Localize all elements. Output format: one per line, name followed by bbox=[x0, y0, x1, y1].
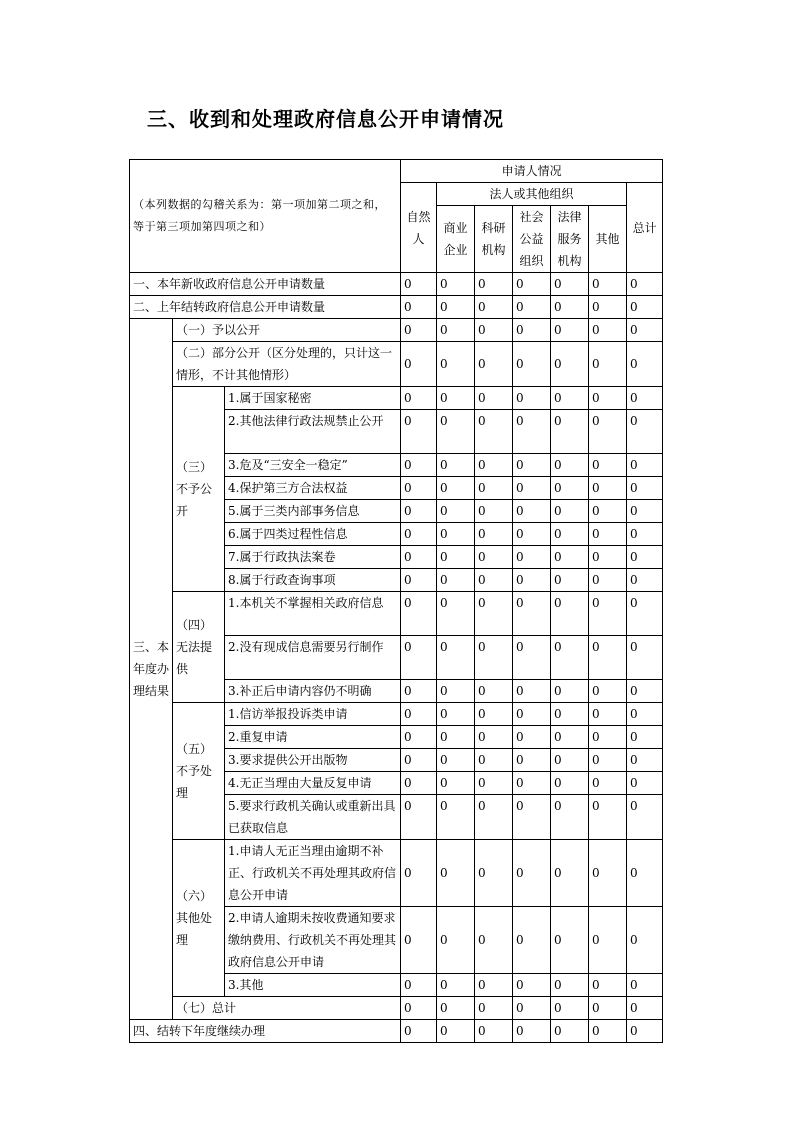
value-cell: 0 bbox=[475, 569, 513, 592]
value-cell: 0 bbox=[627, 726, 663, 749]
value-cell: 0 bbox=[513, 772, 551, 795]
group-label-results: 三、本年度办理结果 bbox=[130, 319, 173, 1020]
value-cell: 0 bbox=[401, 636, 437, 680]
value-cell: 0 bbox=[513, 410, 551, 454]
value-cell: 0 bbox=[437, 772, 475, 795]
value-cell: 0 bbox=[513, 592, 551, 636]
value-cell: 0 bbox=[475, 387, 513, 410]
value-cell: 0 bbox=[589, 523, 627, 546]
value-cell: 0 bbox=[475, 342, 513, 387]
row-label-not-disclosed: 3.危及“三安全一稳定” bbox=[225, 454, 401, 477]
value-cell: 0 bbox=[627, 680, 663, 703]
value-cell: 0 bbox=[551, 840, 589, 907]
value-cell: 0 bbox=[513, 749, 551, 772]
value-cell: 0 bbox=[589, 319, 627, 342]
value-cell: 0 bbox=[401, 319, 437, 342]
value-cell: 0 bbox=[551, 772, 589, 795]
row-label-not-disclosed: 5.属于三类内部事务信息 bbox=[225, 500, 401, 523]
value-cell: 0 bbox=[627, 997, 663, 1020]
row-label-new-requests: 一、本年新收政府信息公开申请数量 bbox=[130, 273, 401, 296]
value-cell: 0 bbox=[589, 795, 627, 840]
value-cell: 0 bbox=[627, 387, 663, 410]
value-cell: 0 bbox=[401, 342, 437, 387]
value-cell: 0 bbox=[589, 546, 627, 569]
value-cell: 0 bbox=[589, 680, 627, 703]
row-label-not-processed: 2.重复申请 bbox=[225, 726, 401, 749]
value-cell: 0 bbox=[627, 273, 663, 296]
value-cell: 0 bbox=[589, 772, 627, 795]
value-cell: 0 bbox=[401, 680, 437, 703]
value-cell: 0 bbox=[589, 907, 627, 974]
table-row bbox=[130, 296, 663, 319]
row-label-not-disclosed: 2.其他法律行政法规禁止公开 bbox=[225, 410, 401, 454]
value-cell: 0 bbox=[589, 1020, 627, 1043]
value-cell: 0 bbox=[513, 342, 551, 387]
value-cell: 0 bbox=[401, 772, 437, 795]
row-label-unable-provide: 1.本机关不掌握相关政府信息 bbox=[225, 592, 401, 636]
value-cell: 0 bbox=[475, 772, 513, 795]
row-label-unable-provide: 3.补正后申请内容仍不明确 bbox=[225, 680, 401, 703]
value-cell: 0 bbox=[551, 387, 589, 410]
value-cell: 0 bbox=[627, 523, 663, 546]
value-cell: 0 bbox=[475, 840, 513, 907]
value-cell: 0 bbox=[589, 997, 627, 1020]
table-row bbox=[130, 592, 663, 636]
value-cell: 0 bbox=[513, 907, 551, 974]
value-cell: 0 bbox=[475, 636, 513, 680]
value-cell: 0 bbox=[475, 500, 513, 523]
value-cell: 0 bbox=[551, 410, 589, 454]
value-cell: 0 bbox=[513, 680, 551, 703]
value-cell: 0 bbox=[437, 477, 475, 500]
value-cell: 0 bbox=[475, 296, 513, 319]
value-cell: 0 bbox=[551, 749, 589, 772]
row-label-subtotal: （七）总计 bbox=[173, 997, 401, 1020]
header-applicant: 申请人情况 bbox=[401, 160, 663, 183]
value-cell: 0 bbox=[437, 500, 475, 523]
value-cell: 0 bbox=[513, 1020, 551, 1043]
value-cell: 0 bbox=[475, 546, 513, 569]
value-cell: 0 bbox=[627, 500, 663, 523]
value-cell: 0 bbox=[513, 477, 551, 500]
value-cell: 0 bbox=[475, 726, 513, 749]
value-cell: 0 bbox=[589, 636, 627, 680]
value-cell: 0 bbox=[589, 726, 627, 749]
value-cell: 0 bbox=[437, 907, 475, 974]
value-cell: 0 bbox=[513, 454, 551, 477]
table-row bbox=[130, 387, 663, 410]
group-label-other-processing: （六）其他处理 bbox=[173, 840, 225, 997]
value-cell: 0 bbox=[627, 342, 663, 387]
header-total: 总计 bbox=[627, 183, 663, 273]
value-cell: 0 bbox=[437, 387, 475, 410]
value-cell: 0 bbox=[551, 795, 589, 840]
table-row bbox=[130, 703, 663, 726]
value-cell: 0 bbox=[627, 772, 663, 795]
group-label-unable-provide: （四）无法提供 bbox=[173, 592, 225, 703]
value-cell: 0 bbox=[475, 749, 513, 772]
value-cell: 0 bbox=[475, 680, 513, 703]
value-cell: 0 bbox=[513, 387, 551, 410]
value-cell: 0 bbox=[513, 500, 551, 523]
value-cell: 0 bbox=[513, 726, 551, 749]
value-cell: 0 bbox=[627, 907, 663, 974]
value-cell: 0 bbox=[627, 454, 663, 477]
value-cell: 0 bbox=[513, 523, 551, 546]
value-cell: 0 bbox=[401, 454, 437, 477]
value-cell: 0 bbox=[401, 410, 437, 454]
value-cell: 0 bbox=[513, 319, 551, 342]
value-cell: 0 bbox=[513, 974, 551, 997]
value-cell: 0 bbox=[437, 795, 475, 840]
row-label-not-disclosed: 8.属于行政查询事项 bbox=[225, 569, 401, 592]
table-row bbox=[130, 840, 663, 907]
row-label-not-processed: 3.要求提供公开出版物 bbox=[225, 749, 401, 772]
row-label-not-disclosed: 4.保护第三方合法权益 bbox=[225, 477, 401, 500]
value-cell: 0 bbox=[627, 410, 663, 454]
value-cell: 0 bbox=[437, 840, 475, 907]
value-cell: 0 bbox=[437, 273, 475, 296]
value-cell: 0 bbox=[437, 636, 475, 680]
value-cell: 0 bbox=[513, 997, 551, 1020]
value-cell: 0 bbox=[551, 1020, 589, 1043]
value-cell: 0 bbox=[401, 546, 437, 569]
value-cell: 0 bbox=[551, 680, 589, 703]
value-cell: 0 bbox=[401, 387, 437, 410]
value-cell: 0 bbox=[437, 410, 475, 454]
value-cell: 0 bbox=[401, 296, 437, 319]
value-cell: 0 bbox=[513, 296, 551, 319]
value-cell: 0 bbox=[627, 546, 663, 569]
header-social: 社会公益组织 bbox=[513, 206, 551, 273]
value-cell: 0 bbox=[589, 840, 627, 907]
value-cell: 0 bbox=[401, 500, 437, 523]
value-cell: 0 bbox=[589, 703, 627, 726]
value-cell: 0 bbox=[401, 273, 437, 296]
row-label-not-processed: 5.要求行政机关确认或重新出具已获取信息 bbox=[225, 795, 401, 840]
value-cell: 0 bbox=[401, 477, 437, 500]
header-research: 科研机构 bbox=[475, 206, 513, 273]
value-cell: 0 bbox=[589, 974, 627, 997]
value-cell: 0 bbox=[475, 1020, 513, 1043]
value-cell: 0 bbox=[475, 907, 513, 974]
value-cell: 0 bbox=[475, 795, 513, 840]
value-cell: 0 bbox=[627, 477, 663, 500]
value-cell: 0 bbox=[437, 703, 475, 726]
value-cell: 0 bbox=[551, 997, 589, 1020]
table-row bbox=[130, 1020, 663, 1043]
statistics-table bbox=[129, 159, 663, 1043]
page-title: 三、收到和处理政府信息公开申请情况 bbox=[147, 107, 504, 131]
value-cell: 0 bbox=[589, 569, 627, 592]
value-cell: 0 bbox=[627, 1020, 663, 1043]
header-business: 商业企业 bbox=[437, 206, 475, 273]
value-cell: 0 bbox=[437, 319, 475, 342]
value-cell: 0 bbox=[551, 636, 589, 680]
header-natural-person: 自然人 bbox=[401, 183, 437, 273]
table-row bbox=[130, 319, 663, 342]
value-cell: 0 bbox=[437, 726, 475, 749]
value-cell: 0 bbox=[437, 546, 475, 569]
value-cell: 0 bbox=[437, 523, 475, 546]
value-cell: 0 bbox=[475, 273, 513, 296]
value-cell: 0 bbox=[513, 636, 551, 680]
value-cell: 0 bbox=[551, 703, 589, 726]
header-note: （本列数据的勾稽关系为：第一项加第二项之和，等于第三项加第四项之和） bbox=[130, 160, 401, 273]
row-label-disclosed: （一）予以公开 bbox=[173, 319, 401, 342]
row-label-not-disclosed: 7.属于行政执法案卷 bbox=[225, 546, 401, 569]
value-cell: 0 bbox=[401, 795, 437, 840]
value-cell: 0 bbox=[627, 795, 663, 840]
value-cell: 0 bbox=[475, 703, 513, 726]
value-cell: 0 bbox=[437, 749, 475, 772]
value-cell: 0 bbox=[401, 523, 437, 546]
value-cell: 0 bbox=[627, 569, 663, 592]
value-cell: 0 bbox=[589, 454, 627, 477]
value-cell: 0 bbox=[551, 454, 589, 477]
value-cell: 0 bbox=[475, 319, 513, 342]
value-cell: 0 bbox=[589, 477, 627, 500]
value-cell: 0 bbox=[551, 592, 589, 636]
value-cell: 0 bbox=[437, 974, 475, 997]
value-cell: 0 bbox=[513, 795, 551, 840]
value-cell: 0 bbox=[513, 703, 551, 726]
value-cell: 0 bbox=[437, 342, 475, 387]
value-cell: 0 bbox=[627, 974, 663, 997]
row-label-unable-provide: 2.没有现成信息需要另行制作 bbox=[225, 636, 401, 680]
value-cell: 0 bbox=[401, 1020, 437, 1043]
value-cell: 0 bbox=[401, 907, 437, 974]
value-cell: 0 bbox=[589, 592, 627, 636]
value-cell: 0 bbox=[401, 749, 437, 772]
value-cell: 0 bbox=[401, 997, 437, 1020]
value-cell: 0 bbox=[475, 477, 513, 500]
value-cell: 0 bbox=[551, 296, 589, 319]
value-cell: 0 bbox=[589, 342, 627, 387]
value-cell: 0 bbox=[475, 997, 513, 1020]
value-cell: 0 bbox=[589, 410, 627, 454]
value-cell: 0 bbox=[551, 477, 589, 500]
value-cell: 0 bbox=[401, 726, 437, 749]
value-cell: 0 bbox=[627, 296, 663, 319]
table-row bbox=[130, 342, 663, 387]
value-cell: 0 bbox=[437, 569, 475, 592]
value-cell: 0 bbox=[475, 592, 513, 636]
value-cell: 0 bbox=[475, 523, 513, 546]
value-cell: 0 bbox=[627, 592, 663, 636]
row-label-not-processed: 4.无正当理由大量反复申请 bbox=[225, 772, 401, 795]
value-cell: 0 bbox=[401, 840, 437, 907]
value-cell: 0 bbox=[627, 840, 663, 907]
value-cell: 0 bbox=[551, 546, 589, 569]
row-label-not-disclosed: 6.属于四类过程性信息 bbox=[225, 523, 401, 546]
value-cell: 0 bbox=[627, 749, 663, 772]
value-cell: 0 bbox=[551, 319, 589, 342]
table-row bbox=[130, 997, 663, 1020]
value-cell: 0 bbox=[551, 273, 589, 296]
value-cell: 0 bbox=[551, 342, 589, 387]
row-label-other-processing: 2.申请人逾期未按收费通知要求缴纳费用、行政机关不再处理其政府信息公开申请 bbox=[225, 907, 401, 974]
value-cell: 0 bbox=[513, 840, 551, 907]
value-cell: 0 bbox=[513, 546, 551, 569]
value-cell: 0 bbox=[513, 569, 551, 592]
header-other: 其他 bbox=[589, 206, 627, 273]
value-cell: 0 bbox=[551, 500, 589, 523]
value-cell: 0 bbox=[401, 569, 437, 592]
value-cell: 0 bbox=[627, 636, 663, 680]
value-cell: 0 bbox=[589, 387, 627, 410]
value-cell: 0 bbox=[513, 273, 551, 296]
group-label-not-processed: （五）不予处理 bbox=[173, 703, 225, 840]
value-cell: 0 bbox=[401, 592, 437, 636]
value-cell: 0 bbox=[551, 726, 589, 749]
row-label-partial: （二）部分公开（区分处理的，只计这一情形，不计其他情形） bbox=[173, 342, 401, 387]
row-label-other-processing: 1.申请人无正当理由逾期不补正、行政机关不再处理其政府信息公开申请 bbox=[225, 840, 401, 907]
value-cell: 0 bbox=[589, 749, 627, 772]
value-cell: 0 bbox=[437, 592, 475, 636]
value-cell: 0 bbox=[401, 703, 437, 726]
value-cell: 0 bbox=[551, 907, 589, 974]
value-cell: 0 bbox=[437, 454, 475, 477]
value-cell: 0 bbox=[437, 296, 475, 319]
row-label-carried-over: 二、上年结转政府信息公开申请数量 bbox=[130, 296, 401, 319]
value-cell: 0 bbox=[475, 454, 513, 477]
header-legal-group: 法人或其他组织 bbox=[437, 183, 627, 206]
value-cell: 0 bbox=[589, 296, 627, 319]
group-label-not-disclosed: （三）不予公开 bbox=[173, 387, 225, 592]
row-label-not-processed: 1.信访举报投诉类申请 bbox=[225, 703, 401, 726]
header-legal-service: 法律服务机构 bbox=[551, 206, 589, 273]
value-cell: 0 bbox=[551, 974, 589, 997]
value-cell: 0 bbox=[589, 500, 627, 523]
value-cell: 0 bbox=[551, 569, 589, 592]
value-cell: 0 bbox=[437, 1020, 475, 1043]
value-cell: 0 bbox=[627, 703, 663, 726]
value-cell: 0 bbox=[551, 523, 589, 546]
row-label-other-processing: 3.其他 bbox=[225, 974, 401, 997]
value-cell: 0 bbox=[475, 974, 513, 997]
value-cell: 0 bbox=[627, 319, 663, 342]
value-cell: 0 bbox=[437, 680, 475, 703]
row-label-carry-forward: 四、结转下年度继续办理 bbox=[130, 1020, 401, 1043]
value-cell: 0 bbox=[475, 410, 513, 454]
value-cell: 0 bbox=[437, 997, 475, 1020]
row-label-not-disclosed: 1.属于国家秘密 bbox=[225, 387, 401, 410]
value-cell: 0 bbox=[401, 974, 437, 997]
value-cell: 0 bbox=[589, 273, 627, 296]
table-row bbox=[130, 273, 663, 296]
